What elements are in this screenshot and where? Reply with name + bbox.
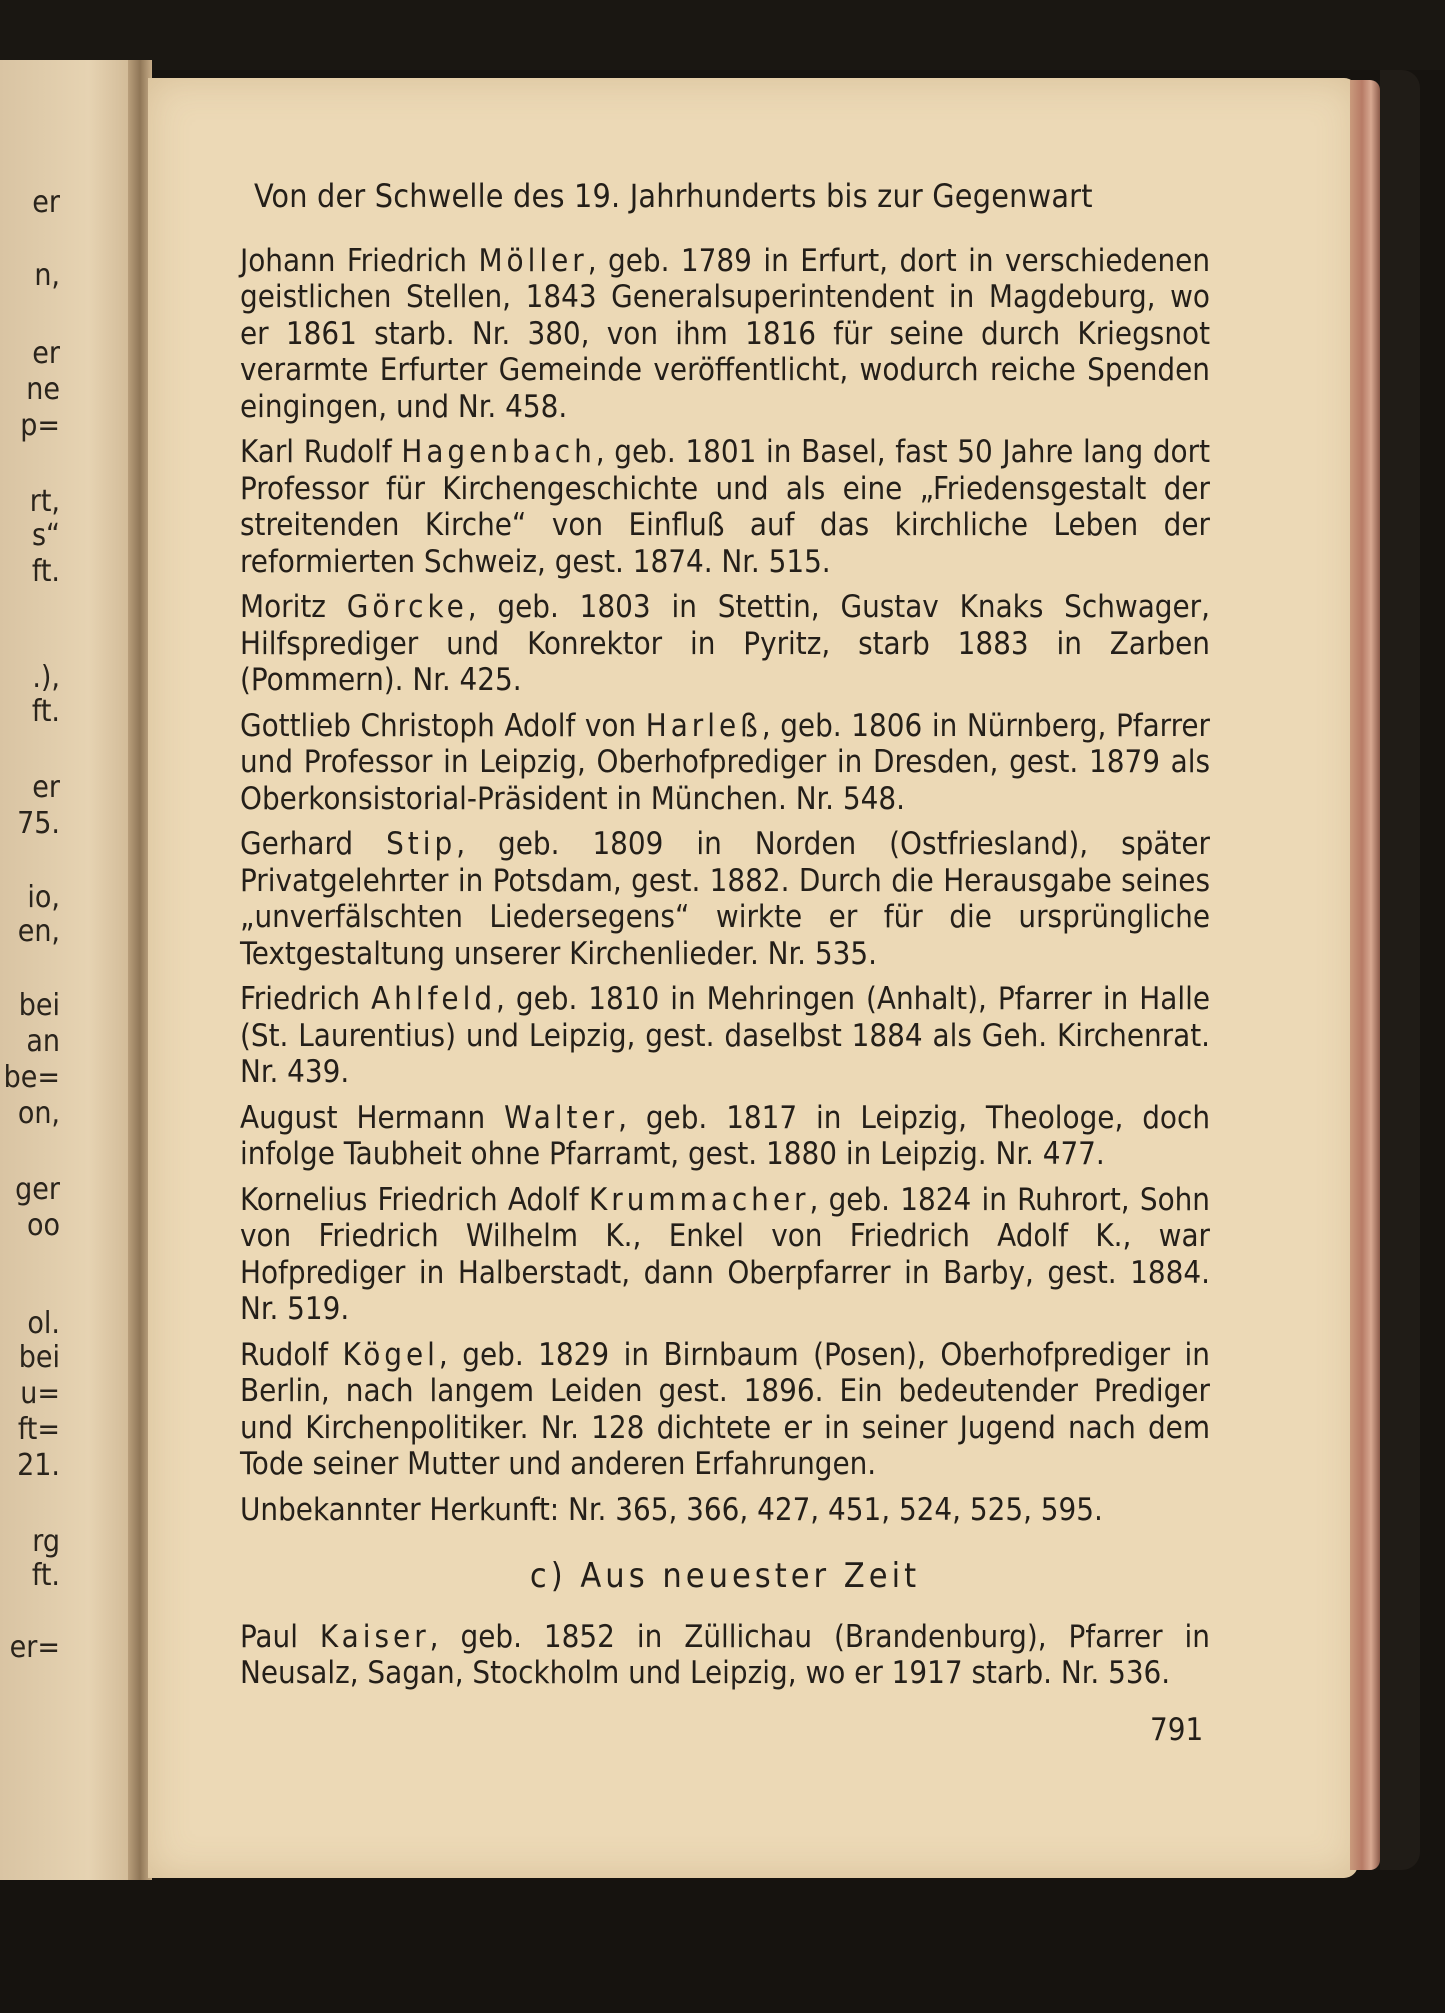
left-page-fragment: rt, xyxy=(29,484,60,519)
entry-name: Walter xyxy=(504,1099,619,1136)
biography-entry xyxy=(240,589,1210,699)
left-page-fragment: ft. xyxy=(31,694,60,729)
entry-prefix: Moritz xyxy=(240,589,347,625)
left-page-fragment: on, xyxy=(17,1096,60,1131)
entry-prefix: Rudolf xyxy=(240,1336,343,1373)
entry-prefix: Kornelius Friedrich Adolf xyxy=(240,1181,589,1218)
left-page-fragment: ger xyxy=(15,1172,60,1207)
entry-name: Ahlfeld xyxy=(371,981,497,1017)
entry-name: Krummacher xyxy=(588,1181,810,1218)
entry-text: , geb. 1803 in Stettin, Gustav Knaks Schwager, Hilfsprediger und Konrektor in Pyritz, starb 1883 in Zarben (Pommern). Nr. 425. xyxy=(240,589,1210,698)
entry-text: , geb. 1801 in Basel, fast 50 Jahre lang dort Professor für Kirchengeschichte und als eine „Friedensgestalt der streitenden Kirche“ von Einfluß auf das kirchliche Leben der reformierten Schweiz, gest. 1874. Nr. 515. xyxy=(240,434,1210,580)
entry-name: Görcke xyxy=(346,589,468,625)
biography-entry xyxy=(240,981,1210,1091)
biography-entries xyxy=(240,243,1210,1529)
left-page-fragment: ft. xyxy=(31,554,60,589)
left-page-fragment: ft. xyxy=(31,1558,60,1593)
entry-name: Stip xyxy=(386,826,457,862)
left-page-fragment: an xyxy=(26,1024,60,1059)
biography-entry xyxy=(240,434,1210,580)
left-page-fragment: ol. xyxy=(27,1306,60,1341)
entry-prefix: Gerhard xyxy=(240,826,387,862)
entry-text: , geb. 1806 in Nürnberg, Pfarrer und Professor in Leipzig, Oberhofprediger in Dresden, gest. 1879 als Oberkonsistorial-Präsident in München. Nr. 548. xyxy=(240,707,1210,817)
left-page-fragment: er xyxy=(32,336,60,371)
book-cover-top xyxy=(0,0,1445,70)
biography-entry xyxy=(240,826,1210,972)
entry-prefix: Friedrich xyxy=(240,981,372,1017)
entry-text: , geb. 1809 in Norden (Ostfriesland), später Privatgelehrter in Potsdam, gest. 1882. Durch die Herausgabe seines „unverfälschten Liedersegens“ wirkte er für die ursprüngliche Textgestaltung unserer Kirchenlieder. Nr. 535. xyxy=(240,826,1210,972)
biography-entry xyxy=(240,1100,1210,1173)
left-page-fragment: io, xyxy=(27,880,60,915)
entry-name: Kögel xyxy=(342,1336,439,1373)
left-page-fragment: 75. xyxy=(17,806,60,841)
biography-entry xyxy=(240,708,1210,818)
biography-entry xyxy=(240,1619,1210,1692)
book-cover-edge xyxy=(1380,70,1420,1870)
left-page-fragment: er= xyxy=(9,1630,60,1665)
page-number: 791 xyxy=(1150,1712,1204,1748)
left-page-fragment: n, xyxy=(34,258,60,293)
entry-text: , geb. 1852 in Züllichau (Brandenburg), Pfarrer in Neusalz, Sagan, Stockholm und Leipzig, wo er 1917 starb. Nr. 536. xyxy=(240,1618,1210,1691)
entry-prefix: Paul xyxy=(240,1618,320,1655)
entry-text: , geb. 1810 in Mehringen (Anhalt), Pfarrer in Halle (St. Laurentius) und Leipzig, gest. daselbst 1884 als Geh. Kirchenrat. Nr. 439. xyxy=(240,981,1210,1090)
entry-text: , geb. 1824 in Ruhrort, Sohn von Friedrich Wilhelm K., Enkel von Friedrich Adolf K., war Hofprediger in Halberstadt, dann Oberpfarrer in Barby, gest. 1884. Nr. 519. xyxy=(240,1181,1210,1327)
entry-name: Möller xyxy=(478,242,588,279)
left-page-fragment: ne xyxy=(26,372,60,407)
left-page-fragment: p= xyxy=(20,408,60,443)
left-page-fragment: u= xyxy=(20,1376,60,1411)
entry-prefix: Karl Rudolf xyxy=(240,434,402,470)
left-page-fragment: be= xyxy=(3,1060,60,1095)
left-page-fragment: bei xyxy=(18,988,60,1023)
left-page-fragment: rg xyxy=(32,1524,60,1559)
entry-prefix: Johann Friedrich xyxy=(240,242,479,279)
page-content xyxy=(240,178,1210,1701)
entry-name: Harleß xyxy=(645,707,762,744)
entry-text: , geb. 1789 in Erfurt, dort in verschiedenen geistlichen Stellen, 1843 Generalsuperintendent in Magdeburg, wo er 1861 starb. Nr. 380, von ihm 1816 für seine durch Kriegsnot verarmte Erfurter Gemeinde veröffentlicht, wodurch reiche Spenden eingingen, und Nr. 458. xyxy=(240,242,1210,425)
biography-entry xyxy=(240,1492,1210,1529)
entry-prefix: August Hermann xyxy=(240,1099,505,1136)
left-page-fragment: s“ xyxy=(31,518,60,553)
biography-entry xyxy=(240,1337,1210,1483)
page-edges xyxy=(1350,80,1380,1870)
left-page-fragment: en, xyxy=(17,914,60,949)
entry-text: , geb. 1817 in Leipzig, Theologe, doch infolge Taubheit ohne Pfarramt, gest. 1880 in Leipzig. Nr. 477. xyxy=(240,1099,1210,1172)
left-page-fragment: oo xyxy=(26,1208,60,1243)
left-page-fragment: 21. xyxy=(17,1448,60,1483)
left-page-fragment: er xyxy=(32,185,60,220)
entry-prefix: Unbekannter Herkunft: Nr. 365, 366, 427, 451, 524, 525, 595. xyxy=(240,1491,1103,1528)
left-page-fragment: ft= xyxy=(17,1412,60,1447)
left-page-fragment: er xyxy=(32,770,60,805)
section-title: c) Aus neuester Zeit xyxy=(529,1556,921,1596)
biography-entry xyxy=(240,1182,1210,1328)
left-page-fragment: .), xyxy=(32,660,60,695)
entry-name: Kaiser xyxy=(319,1618,430,1655)
biography-entry xyxy=(240,243,1210,426)
entry-name: Hagenbach xyxy=(401,434,596,470)
entry-prefix: Gottlieb Christoph Adolf von xyxy=(240,707,646,744)
entry-text: , geb. 1829 in Birnbaum (Posen), Oberhofprediger in Berlin, nach langem Leiden gest. 1896. Ein bedeutender Prediger und Kirchenpolitiker. Nr. 128 dichtete er in seiner Jugend nach dem Tode seiner Mutter und anderen Erfahrungen. xyxy=(240,1336,1210,1482)
left-page-fragment: bei xyxy=(18,1340,60,1375)
left-page xyxy=(0,60,148,1880)
running-head: Von der Schwelle des 19. Jahrhunderts bis zur Gegenwart xyxy=(254,177,1093,215)
